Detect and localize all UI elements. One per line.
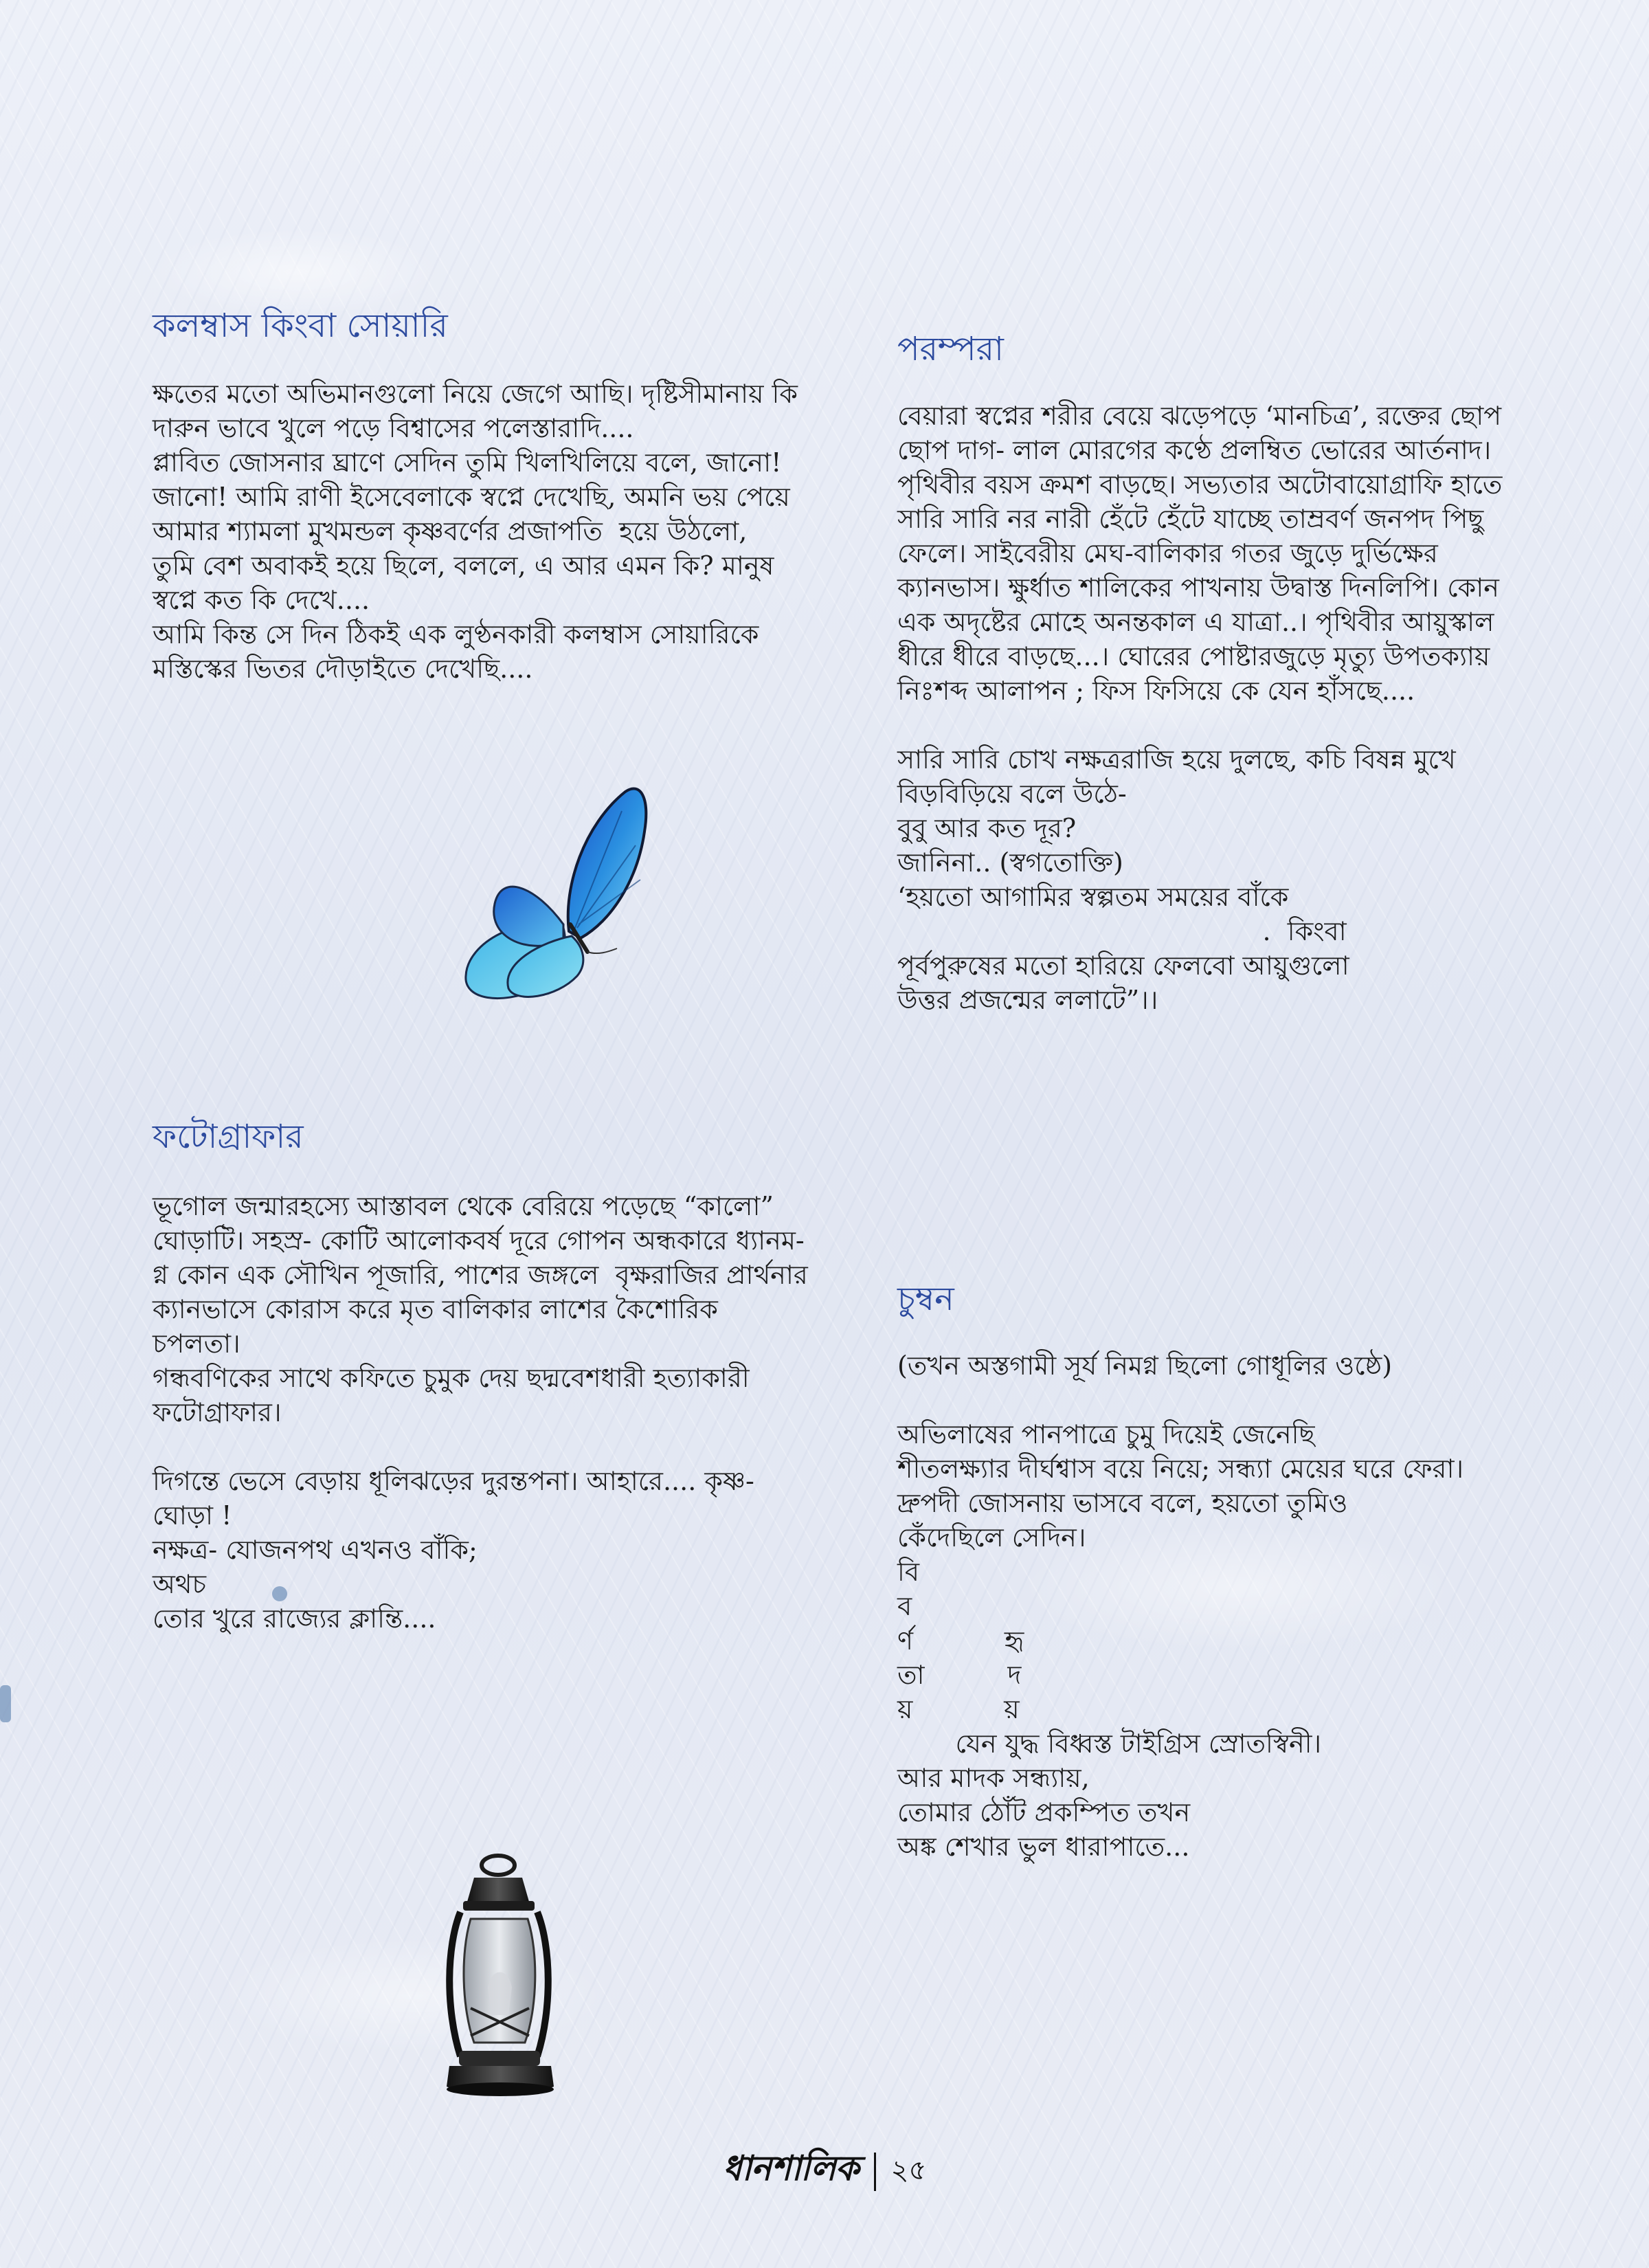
- poem-line: শীতলক্ষ্যার দীর্ঘশ্বাস বয়ে নিয়ে; সন্ধ্যা মেয়ের ঘরে ফেরা।: [897, 1453, 1464, 1484]
- poem-line: আর মাদক সন্ধ্যায়,: [897, 1762, 1090, 1793]
- butterfly-illustration: [460, 783, 653, 1003]
- poem-line: বি: [897, 1556, 920, 1587]
- poem-title: ফটোগ্রাফার: [153, 1118, 304, 1156]
- poem-line: ফটোগ্রাফার।: [153, 1397, 282, 1427]
- poem-line: অভিলাষের পানপাত্রে চুমু দিয়েই জেনেছি: [897, 1419, 1315, 1449]
- poem-line: সারি সারি চোখ নক্ষত্ররাজি হয়ে দুলছে, কচি বিষন্ন মুখে: [897, 744, 1456, 775]
- poem-line: নক্ষত্র- যোজনপথ এখনও বাঁকি;: [153, 1534, 478, 1565]
- poem-line: যেন যুদ্ধ বিধ্বস্ত টাইগ্রিস স্রোতস্বিনী।: [897, 1728, 1322, 1759]
- paint-speck: [272, 1586, 287, 1601]
- poem-body: [153, 1189, 812, 1636]
- poem-kolonbas: [153, 307, 812, 686]
- poem-line: স্বপ্নে কত কি দেখে....: [153, 584, 370, 615]
- poem-line: ছোপ দাগ- লাল মোরগের কণ্ঠে প্রলম্বিত ভোরের আর্তনাদ।: [897, 434, 1492, 465]
- poem-line: তোমার ঠোঁট প্রকম্পিত তখন: [897, 1797, 1191, 1827]
- poem-line: বিড়বিড়িয়ে বলে উঠে-: [897, 778, 1127, 809]
- poem-line: সারি সারি নর নারী হেঁটে হেঁটে যাচ্ছে তাম্রবর্ণ জনপদ পিছু: [897, 503, 1484, 534]
- poem-line: বেয়ারা স্বপ্নের শরীর বেয়ে ঝড়েপড়ে ‘মানচিত্র’, রক্তের ছোপ: [897, 400, 1502, 431]
- poem-line: য় য়: [897, 1693, 1020, 1724]
- poem-line: দারুন ভাবে খুলে পড়ে বিশ্বাসের পলেস্তারাদি....: [153, 412, 634, 443]
- poem-line: ব: [897, 1590, 912, 1621]
- poem-title: কলম্বাস কিংবা সোয়ারি: [153, 307, 448, 345]
- poem-line: তোর খুরে রাজ্যের ক্লান্তি....: [153, 1603, 436, 1634]
- poem-line: জানো! আমি রাণী ইসেবেলাকে স্বপ্নে দেখেছি, অমনি ভয় পেয়ে: [153, 481, 790, 512]
- poem-line: গ্ন কোন এক সৌখিন পূজারি, পাশের জঙ্গলে বৃক্ষরাজির প্রার্থনার: [153, 1259, 808, 1290]
- page-footer: [0, 2143, 1649, 2200]
- poem-line: এক অদৃষ্টের মোহে অনন্তকাল এ যাত্রা..। পৃথিবীর আয়ুস্কাল: [897, 606, 1494, 637]
- poem-line: [897, 1383, 1584, 1417]
- poem-line: আমি কিন্ত সে দিন ঠিকই এক লুণ্ঠনকারী কলম্বাস সোয়ারিকে: [153, 619, 759, 649]
- poem-line: ক্যানভাসে কোরাস করে মৃত বালিকার লাশের কৈশোরিক: [153, 1293, 718, 1324]
- poem-line: ক্যানভাস। ক্ষুর্ধাত শালিকের পাখনায় উদ্বাস্ত দিনলিপি। কোন: [897, 572, 1499, 603]
- poem-line: অঙ্ক শেখার ভুল ধারাপাতে...: [897, 1831, 1190, 1862]
- poem-line: মস্তিস্কের ভিতর দৌড়াইতে দেখেছি....: [153, 653, 533, 684]
- poem-line: উত্তর প্রজন্মের ললাটে”।।: [897, 984, 1158, 1015]
- poem-line: পূর্বপুরুষের মতো হারিয়ে ফেলবো আয়ুগুলো: [897, 950, 1349, 981]
- poem-line: (তখন অস্তগামী সূর্য নিমগ্ন ছিলো গোধূলির ওষ্ঠে): [897, 1350, 1393, 1381]
- poem-line: ক্ষতের মতো অভিমানগুলো নিয়ে জেগে আছি। দৃষ্টিসীমানায় কি: [153, 378, 798, 409]
- poem-porompora: [897, 330, 1584, 1017]
- lantern-illustration: [433, 1850, 570, 2102]
- magazine-logo: ধানশালিক: [722, 2148, 859, 2188]
- poem-line: নিঃশব্দ আলাপন ; ফিস ফিসিয়ে কে যেন হাঁসছে....: [897, 675, 1415, 706]
- poem-line: গন্ধবণিকের সাথে কফিতে চুমুক দেয় ছদ্মবেশধারী হত্যাকারী: [153, 1362, 750, 1393]
- footer-divider: [874, 2153, 876, 2191]
- poem-line: ঘোড়া !: [153, 1500, 232, 1531]
- poem-line: [153, 1430, 812, 1464]
- poem-line: র্ণ হৃ: [897, 1625, 1024, 1656]
- poem-line: তা দ: [897, 1659, 1022, 1690]
- poem-chumbon: [897, 1280, 1584, 1864]
- poem-title: পরম্পরা: [897, 330, 1004, 368]
- poem-line: দিগন্তে ভেসে বেড়ায় ধূলিঝড়ের দুরন্তপনা। আহারে.... কৃষ্ণ-: [153, 1465, 754, 1496]
- page-number: ২৫: [890, 2155, 927, 2186]
- poem-line: তুমি বেশ অবাকই হয়ে ছিলে, বললে, এ আর এমন কি? মানুষ: [153, 550, 774, 581]
- poem-body: [897, 1348, 1584, 1864]
- poem-line: ধীরে ধীরে বাড়ছে...। ঘোরের পোষ্টারজুড়ে মৃত্যু উপতক্যায়: [897, 641, 1490, 671]
- poem-line: ‘হয়তো আগামির স্বল্পতম সময়ের বাঁকে: [897, 881, 1289, 912]
- poem-title: চুম্বন: [897, 1280, 954, 1318]
- poem-line: ঘোড়াটি। সহস্র- কোটি আলোকবর্ষ দূরে গোপন অন্ধকারে ধ্যানম-: [153, 1225, 805, 1256]
- poem-line: দ্রুপদী জোসনায় ভাসবে বলে, হয়তো তুমিও: [897, 1487, 1348, 1518]
- poem-photographer: [153, 1118, 812, 1636]
- poem-line: প্লাবিত জোসনার ঘ্রাণে সেদিন তুমি খিলখিলিয়ে বলে, জানো!: [153, 447, 782, 478]
- poem-line: চপলতা।: [153, 1328, 240, 1359]
- poem-line: বুবু আর কত দূর?: [897, 812, 1077, 843]
- poem-line: অথচ: [153, 1568, 207, 1599]
- poem-line: ভূগোল জন্মারহস্যে আস্তাবল থেকে বেরিয়ে পড়েছে “কালো”: [153, 1190, 774, 1221]
- poem-body: [897, 399, 1584, 1017]
- poem-line: আমার শ্যামলা মুখমন্ডল কৃষ্ণবর্ণের প্রজাপতি হয়ে উঠলো,: [153, 515, 748, 546]
- poem-line: ফেলে। সাইবেরীয় মেঘ-বালিকার গতর জুড়ে দুর্ভিক্ষের: [897, 537, 1438, 568]
- poem-line: পৃথিবীর বয়স ক্রমশ বাড়ছে। সভ্যতার অটোবায়োগ্রাফি হাতে: [897, 469, 1503, 500]
- paint-speck: [0, 1685, 11, 1722]
- poem-line: কেঁদেছিলে সেদিন।: [897, 1522, 1086, 1553]
- poem-body: [153, 377, 812, 686]
- poem-line: [897, 708, 1584, 742]
- poem-line: জানিনা.. (স্বগতোক্তি): [897, 847, 1123, 878]
- poem-line: . কিংবা: [897, 915, 1347, 946]
